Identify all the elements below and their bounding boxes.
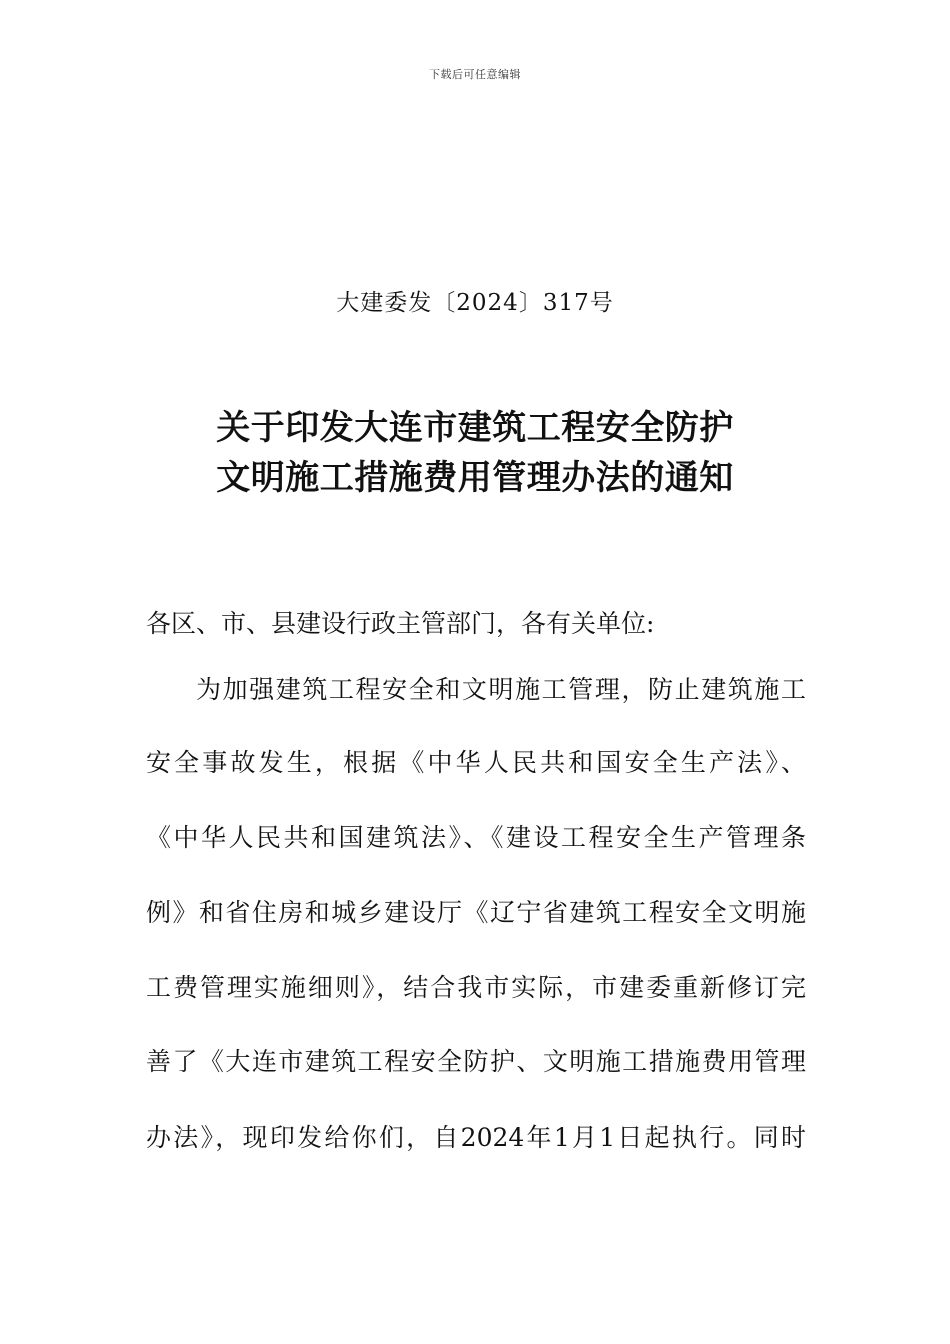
paragraph-line: 工费管理实施细则》，结合我市实际，市建委重新修订完	[146, 973, 806, 1002]
header-note: 下载后可任意编辑	[429, 68, 521, 81]
document-title-line-2: 文明施工措施费用管理办法的通知	[216, 458, 734, 498]
document-number: 大建委发〔2024〕317号	[336, 290, 614, 316]
paragraph-line: 办法》，现印发给你们，自2024年1月1日起执行。同时	[146, 1123, 806, 1152]
paragraph-line: 善了《大连市建筑工程安全防护、文明施工措施费用管理	[146, 1047, 806, 1076]
paragraph-line: 《中华人民共和国建筑法》、《建设工程安全生产管理条	[146, 823, 806, 852]
paragraph-line: 例》和省住房和城乡建设厅《辽宁省建筑工程安全文明施	[146, 898, 806, 927]
salutation: 各区、市、县建设行政主管部门，各有关单位:	[146, 609, 655, 638]
document-title-line-1: 关于印发大连市建筑工程安全防护	[216, 408, 734, 448]
paragraph-line: 为加强建筑工程安全和文明施工管理，防止建筑施工	[196, 675, 806, 704]
paragraph-line: 安全事故发生，根据《中华人民共和国安全生产法》、	[146, 748, 806, 777]
